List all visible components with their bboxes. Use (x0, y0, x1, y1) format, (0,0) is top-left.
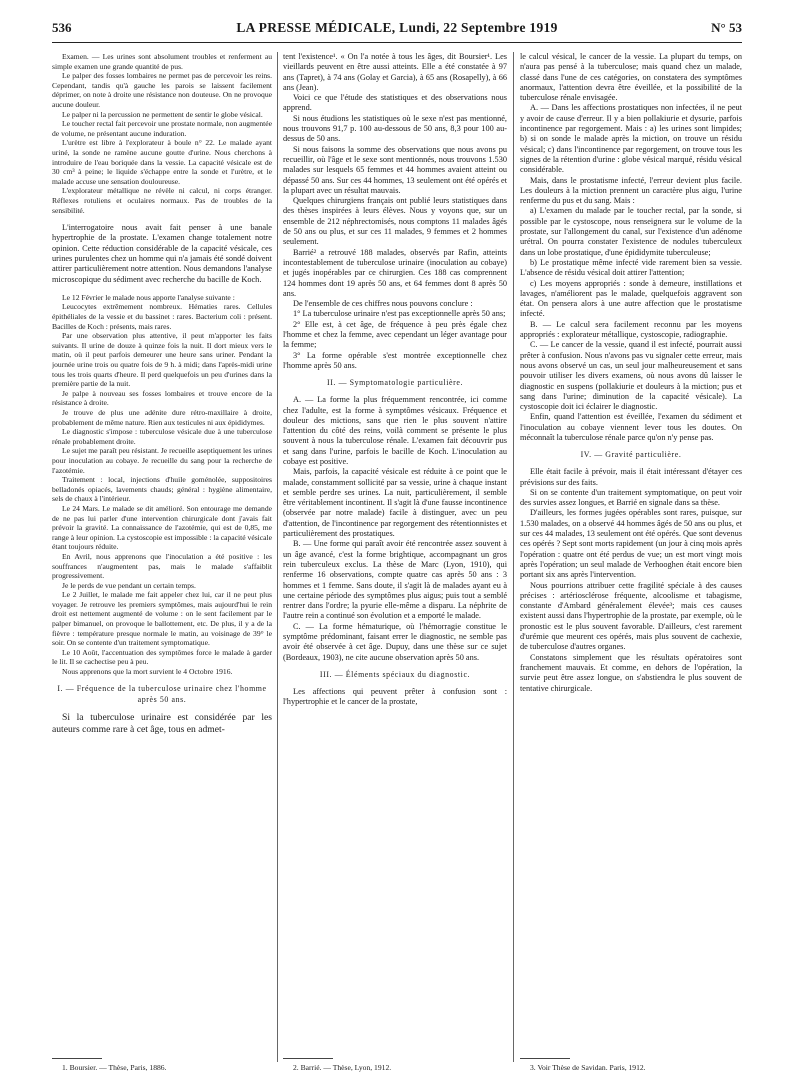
paragraph: C. — Le cancer de la vessie, quand il est infecté, pourrait aussi prêter à confusion. Nous n'avons pas vu signaler cette erreur, mais nous avons observé un cas, un seul jour malheureusement et sans pouvoir utiliser les divers examens, où nous avons dû laisser le diagnostic en suspens (pollakiurie et douleurs à la miction; pus et sang dans l'urine; diminution de la capacité vésicale). La cystoscopie doit ici éclairer le diagnostic. (520, 340, 742, 412)
paragraph: C. — La forme hématurique, où l'hémorragie constitue le symptôme prédominant, faisant errer le diagnostic, ne semble pas avoir été observée à cet âge. Dupuy, dans une thèse sur ce sujet (Bordeaux, 1903), ne cite aucune observation après 50 ans. (283, 621, 507, 662)
paragraph: Le 2 Juillet, le malade me fait appeler chez lui, car il ne peut plus voyager. Je retrouve les premiers symptômes, mais aujourd'hui le rein droit est nettement augmenté de volume : on le sent facilement par le palper bimanuel, on provoque le ballottement, etc. De plus, il y a de la fièvre : température presque normale le matin, au voisinage de 39° le soir. On se contente d'un traitement symptomatique. (52, 590, 272, 648)
page-number: 536 (52, 20, 72, 35)
column-3 (520, 52, 742, 1052)
paragraph: Si on se contente d'un traitement symptomatique, on peut voir des survies assez longues, et Barrié en signale dans sa thèse. (520, 487, 742, 508)
paragraph: Voici ce que l'étude des statistiques et des observations nous apprend. (283, 93, 507, 113)
paragraph: Elle était facile à prévoir, mais il était intéressant d'étayer ces prévisions sur des faits. (520, 467, 742, 487)
paragraph: B. — Le calcul sera facilement reconnu par les moyens appropriés : explorateur métallique, cystoscopie, radiographie. (520, 319, 742, 340)
footnote: 3. Voir Thèse de Savidan. Paris, 1912. (530, 1063, 646, 1072)
page-header (52, 20, 742, 43)
paragraph: Examen. — Les urines sont absolument troubles et renferment au simple examen une grande quantité de pus. (52, 52, 272, 71)
paragraph: Le 24 Mars. Le malade se dit amélioré. Son entourage me demande de ne pas lui parler d'une intervention chirurgicale dont j'avais fait prévoir la gravité. La connaissance de l'azotémie, qui est de 0,85, me range à leur opinion. La cystoscopie est impossible : la capacité vésicale étant toujours réduite. (52, 503, 272, 552)
paragraph: Le sujet me paraît peu résistant. Je recueille aseptiquement les urines pour inoculation au cobaye. Je recueille du sang pour la recherche de l'azotémie. (52, 446, 272, 475)
paragraph: Je le perds de vue pendant un certain temps. (62, 580, 196, 590)
paragraph: a) L'examen du malade par le toucher rectal, par la sonde, si possible par le cystoscope, nous renseignera sur le volume de la prostate, sur l'allongement du canal, sur l'existence d'un adénome urétral. On pourra constater l'existence de nodules tuberculeux dans un lobe prostatique, d'une épididymite tuberculeuse; (520, 206, 742, 257)
footnote: 2. Barrié. — Thèse, Lyon, 1912. (293, 1063, 392, 1072)
paragraph: Si nous faisons la somme des observations que nous avons pu recueillir, où l'âge et le sexe sont mentionnés, nous trouvons 1.530 malades sur lesquels 65 femmes et 44 hommes avaient atteint ou dépassé 50 ans. Sur ces 44 hommes, 13 seulement ont été opérés et la plupart avec un résultat mauvais. (283, 144, 507, 195)
paragraph: Si nous étudions les statistiques où le sexe n'est pas mentionné, nous trouvons 91,7 p. 100 au-dessous de 50 ans, 8,3 pour 100 au-dessus de 50 ans. (283, 113, 507, 144)
footnote-area (520, 1050, 742, 1072)
paragraph: Enfin, quand l'attention est éveillée, l'examen du sédiment et l'inoculation au cobaye viennent lever tous les doutes. On méconnaît la tuberculose rénale parce qu'on n'y pense pas. (520, 412, 742, 442)
journal-title-line (52, 20, 742, 36)
column-divider (277, 52, 278, 1062)
footnote-rule (52, 1058, 102, 1059)
paragraph: Le diagnostic s'impose : tuberculose vésicale due à une tuberculose rénale probablement droite. (52, 427, 272, 446)
paragraph: Le palper ni la percussion ne permettent de sentir le globe vésical. (62, 109, 263, 119)
paragraph: D'ailleurs, les formes jugées opérables sont rares, puisque, sur 1.530 malades, on a observé 44 hommes âgés de 50 ans ou plus, et sur ces 44 malades, 13 seulement ont été opérés. Que sont devenus ces opérés ? Sept sont morts rapidement (un jour à cinq mois après l'opération : quatre ont été perdus de vue; un est mort vingt mois après l'opération; un seul malade de Verhooghen était encore bien portant six ans après l'intervention. (520, 508, 742, 580)
paragraph: Constatons simplement que les résultats opératoires sont franchement mauvais. Et comme, en dehors de l'opération, la survie peut être assez longue, on s'abstiendra le plus souvent de tentative chirurgicale. (520, 652, 742, 693)
paragraph: L'interrogatoire nous avait fait penser à une banale hypertrophie de la prostate. L'examen change totalement notre opinion. Cette réduction considérable de la capacité vésicale, ces urines purulentes chez un homme qui n'a jamais été sondé doivent attirer particulièrement notre attention. Nous demandons l'analyse microscopique du sédiment avec recherche du bacille de Koch. (52, 223, 272, 284)
paragraph: Nous pourrions attribuer cette fragilité spéciale à des causes précises : artériosclérose fréquente, alcoolisme et tabagisme, constante d'Ambard généralement élevée³; mais ces causes existent aussi dans l'hypertrophie de la prostate, par exemple, où le pronostic est le plus souvent favorable. D'ailleurs, c'est rarement d'urémie que meurent ces opérés, mais plus souvent de cachexie, de tuberculose d'autres organes. (520, 580, 742, 652)
paragraph: 1° La tuberculose urinaire n'est pas exceptionnelle après 50 ans; (293, 309, 506, 319)
paragraph: b) Le prostatique même infecté vide rarement bien sa vessie. L'absence de résidu vésical doit attirer l'attention; (520, 257, 742, 278)
footnote-area (52, 1050, 272, 1072)
paragraph: Barrié² a retrouvé 188 malades, observés par Rafin, atteints incontestablement de tuberculose urinaire (inoculation au cobaye) et jugés inopérables par ce chirurgien. Ces 188 cas comprennent 124 hommes dont 19 après 50 ans, et 64 femmes dont 8 après 50 ans. (283, 247, 507, 298)
paragraph: Le toucher rectal fait percevoir une prostate normale, non augmentée de volume, ne présentant aucune induration. (52, 119, 272, 138)
column-2 (283, 52, 507, 1052)
footnote-rule (283, 1058, 333, 1059)
issue-date: , Lundi, 22 Septembre 1919 (391, 20, 558, 35)
paragraph: le calcul vésical, le cancer de la vessie. La plupart du temps, on n'aura pas pensé à la tuberculose; mais quand chez un malade, classé dans l'une de ces catégories, on constatera des symptômes anormaux, l'attention devra être éveillée, et la possibilité de la tuberculose rénale envisagée. (520, 52, 742, 103)
paragraph: En Avril, nous apprenons que l'inoculation a été positive : les souffrances n'augmentent pas, mais le malade s'affaiblit progressivement. (52, 551, 272, 581)
paragraph: L'urètre est libre à l'explorateur à boule n° 22. Le malade ayant uriné, la sonde ne ramène aucune goutte d'urine. Nous cherchons à introduire de l'eau boriquée dans la vessie. La capacité vésicale est de 30 cm³ à peine; le liquide s'échappe entre la sonde et l'urètre, et le malade accuse une sensation douloureuse. (52, 138, 272, 186)
paragraph: B. — Une forme qui paraît avoir été rencontrée assez souvent à un âge avancé, c'est la forme brightique, accompagnant un gros rein tuberculeux exclus. La thèse de Marc (Lyon, 1910), qui renferme 16 observations, compte quatre cas après 50 ans : 3 hommes et 1 femme. Sans doute, il s'agit là de malades ayant eu à une certaine période des symptômes plus aigus; puis tout a semblé rentrer dans l'ordre; la pyurie elle-même a disparu. La néphrite de l'autre rein a continué son évolution et a emporté le malade. (283, 539, 507, 621)
column-1 (52, 52, 272, 1052)
footnote-rule (520, 1058, 570, 1059)
paragraph: Je trouve de plus une adénite dure rétro-maxillaire à droite, probablement de même nature. Rien aux testicules ni aux épididymes. (52, 408, 272, 427)
paragraph: Le 12 Février le malade nous apporte l'analyse suivante : (62, 292, 235, 302)
paragraph: Leucocytes extrêmement nombreux. Hématies rares. Cellules épithéliales de la vessie et du bassinet : rares. Bacterium coli : présent. Bacilles de Koch : présents, mais rares. (52, 302, 272, 331)
section-heading: IV. — Gravité particulière. (580, 450, 682, 460)
paragraph: 3° La forme opérable s'est montrée exceptionnelle chez l'homme après 50 ans. (283, 350, 507, 370)
paragraph: Par une observation plus attentive, il peut m'apporter les faits suivants. Il urine de douze à quinze fois la nuit. Il dort mieux vers le matin, où il peut parfois demeurer une heure sans uriner. Pendant la journée urine trois ou quatre fois de 9 h. à midi; dans l'après-midi urine tous les trois quarts d'heure. Il perd quelquefois un peu d'urines dans la première partie de la nuit. (52, 331, 272, 389)
paragraph: c) Les moyens appropriés : sonde à demeure, instillations et lavages, n'améliorent pas le malade, quelquefois aggravent son état. On pensera alors à une autre affection que le prostatisme infecté. (520, 278, 742, 319)
paragraph: Le palper des fosses lombaires ne permet pas de percevoir les reins. Cependant, tandis qu'à gauche les parois se laissent facilement déprimer, on note à droite une résistance non douteuse. On ne provoque aucune douleur. (52, 71, 272, 109)
paragraph: Quelques chirurgiens français ont publié leurs statistiques dans des thèses inspirées à leurs élèves. Nous y voyons que, sur un ensemble de 212 néphrectomisés, nous comptons 11 malades âgés de 50 ans ou plus, et sur ces 11 malades, 9 femmes et 2 hommes seulement. (283, 196, 507, 247)
paragraph: Les affections qui peuvent prêter à confusion sont : l'hypertrophie et le cancer de la prostate, (283, 686, 507, 707)
paragraph: Nous apprenons que la mort survient le 4 Octobre 1916. (62, 667, 233, 677)
section-heading: II. — Symptomatologie particulière. (326, 378, 464, 388)
paragraph: De l'ensemble de ces chiffres nous pouvons conclure : (293, 299, 473, 309)
paragraph: Je palpe à nouveau ses fosses lombaires et trouve encore de la résistance à droite. (52, 388, 272, 408)
section-heading: III. — Éléments spéciaux du diagnostic. (319, 669, 471, 679)
footnote-area (283, 1050, 507, 1072)
paragraph: 2° Elle est, à cet âge, de fréquence à peu près égale chez l'homme et chez la femme, avec cependant un léger avantage pour la femme; (283, 319, 507, 350)
paragraph: A. — Dans les affections prostatiques non infectées, il ne peut y avoir de cause d'erreur. Il y a bien pollakiurie et dysurie, parfois incontinence par regorgement. Mais : a) les urines sont limpides; b) si on sonde le malade après la miction, on trouve un résidu vésical; c) dans l'incontinence par regorgement, on trouve tous les signes de la rétention d'urine : globe vésical marqué, résidu vésical considérable. (520, 103, 742, 175)
paragraph: Le 10 Août, l'accentuation des symptômes force le malade à garder le lit. Il se cachectise peu à peu. (52, 647, 272, 667)
paragraph: A. — La forme la plus fréquemment rencontrée, ici comme chez l'adulte, est la forme à symptômes vésicaux. Fréquence et douleur des mictions, sans que rien le plus souvent n'attire l'attention du côté des reins, voilà comment se présente le plus souvent à nous la tuberculose rénale. L'examen fait découvrir pus et sang dans l'urine, parfois le bacille de Koch. L'inoculation au cobaye est positive. (283, 395, 507, 466)
paragraph: tent l'existence¹. « On l'a notée à tous les âges, dit Boursier¹. Les vieillards peuvent en être aussi atteints. Elle a été constatée à 97 ans (Tapret), à 74 ans (Golay et Garcia), à 65 ans (Rosapelly), à 66 ans (Jean). (283, 52, 507, 92)
paragraph: L'explorateur métallique ne révèle ni calcul, ni corps étranger. Réflexes rotuliens et oculaires normaux. Pas de troubles de la sensibilité. (52, 186, 272, 215)
paragraph: Mais, parfois, la capacité vésicale est réduite à ce point que le malade, constamment sollicité par sa vessie, urine à chaque instant et semble perdre ses urines. La nuit, particulièrement, il semble être véritablement incontinent. Il s'agit là d'une fausse incontinence (observée par notre malade) facile à distinguer, avec un peu d'attention, de l'incontinence par regorgement des rétentionnistes et particulièrement des prostatiques. (283, 467, 507, 539)
paragraph: Mais, dans le prostatisme infecté, l'erreur devient plus facile. Les douleurs à la miction prennent un caractère plus aigu, l'urine renferme du pus et du sang. Mais : (520, 175, 742, 206)
footnote: 1. Boursier. — Thèse, Paris, 1886. (62, 1063, 167, 1072)
column-divider (513, 52, 514, 1062)
journal-name: LA PRESSE MÉDICALE (236, 20, 392, 35)
section-heading: I. — Fréquence de la tuberculose urinaire chez l'homme après 50 ans. (57, 683, 267, 704)
paragraph: Si la tuberculose urinaire est considérée par les auteurs comme rare à cet âge, tous en admet- (52, 711, 272, 735)
issue-number: N° 53 (711, 20, 742, 35)
paragraph: Traitement : local, injections d'huile goménolée, suppositoires belladonés opiacés, lavements chauds; général : hygiène alimentaire, sels de chaux à l'intérieur. (52, 475, 272, 504)
